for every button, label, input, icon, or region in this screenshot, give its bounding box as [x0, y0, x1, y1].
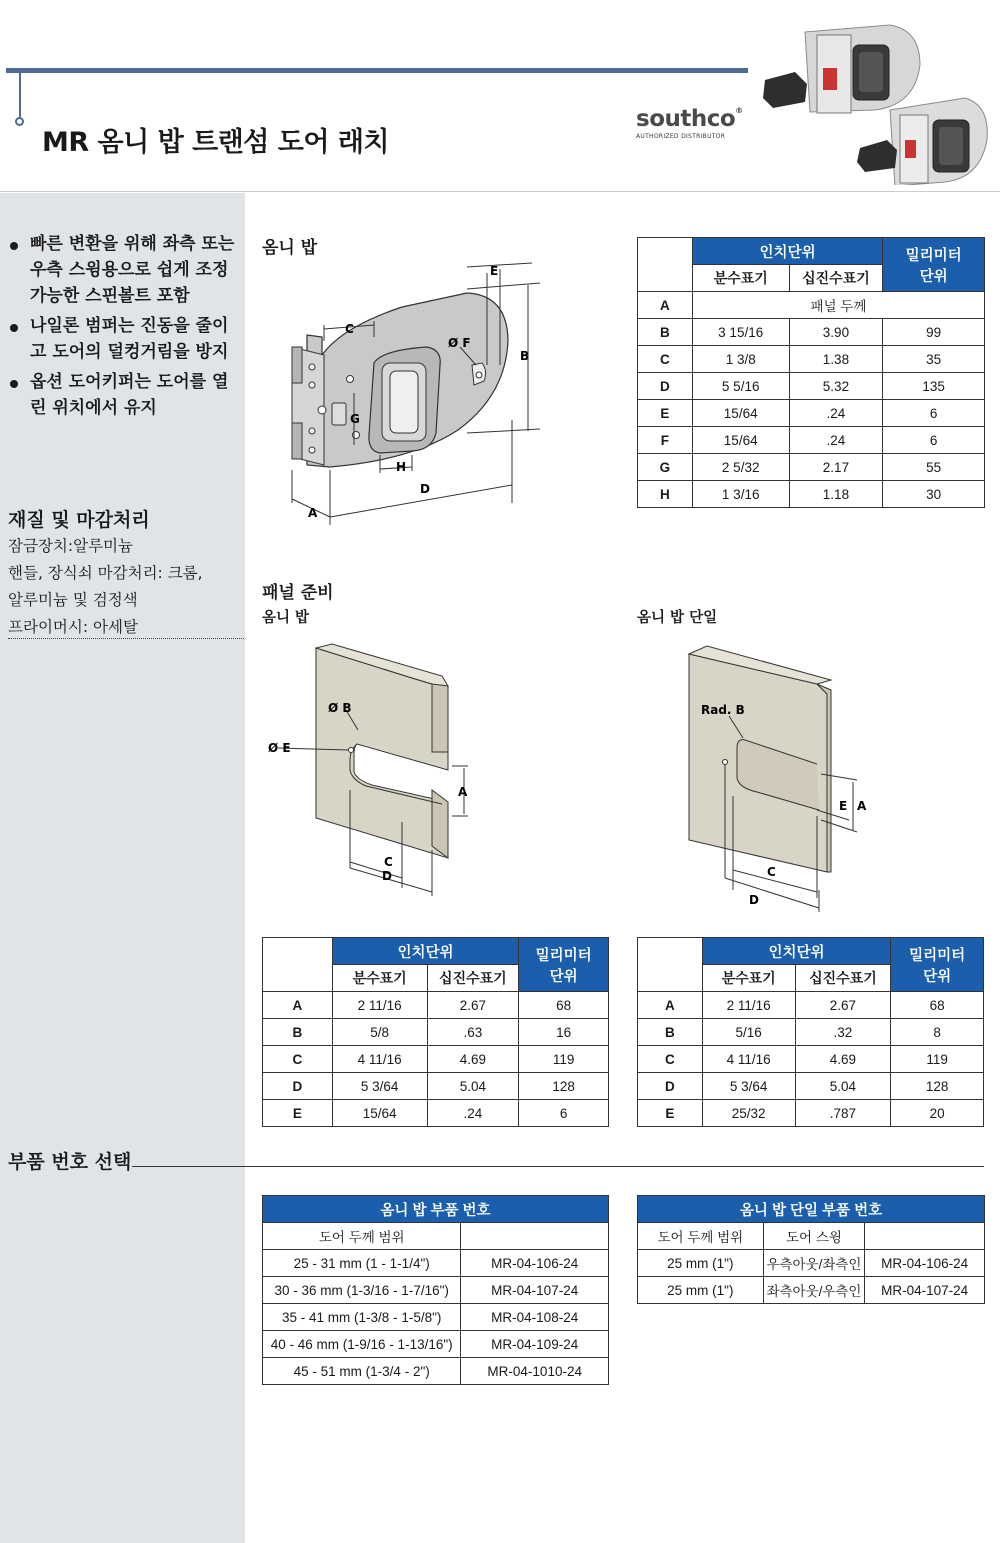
dimensions-table-panel-single	[637, 937, 984, 1127]
materials-heading: 재질 및 마감처리	[8, 509, 150, 531]
dim-label-b: B	[520, 349, 530, 363]
section-part-select: 부품 번호 선택	[8, 1151, 132, 1173]
table-row: B 3 15/16 3.90 99	[638, 319, 985, 346]
col-inch: 인치단위	[692, 238, 882, 265]
materials-line: 알루미늄 및 검정색	[8, 591, 138, 609]
table-row: E 15/64 .24 6	[638, 400, 985, 427]
part-select-divider	[132, 1166, 984, 1167]
subsection-omni-bob-single: 옴니 밥 단일	[637, 610, 718, 626]
single-label-d: D	[749, 893, 759, 907]
panel-label-c: C	[384, 855, 393, 869]
col-inch: 인치단위	[702, 938, 890, 965]
feature-item: 옵션 도어키퍼는 도어를 열린 위치에서 유지	[8, 369, 242, 421]
table-row: H 1 3/16 1.18 30	[638, 481, 985, 508]
subsection-omni-bob: 옴니 밥	[262, 610, 310, 626]
logo-subtitle: AUTHORIZED DISTRIBUTOR	[636, 133, 726, 140]
section-omni-bob: 옴니 밥	[262, 238, 318, 258]
sidebar	[0, 193, 245, 1543]
single-label-e: E	[839, 799, 848, 813]
dim-label-e: E	[490, 264, 499, 278]
table-row: 45 - 51 mm (1-3/4 - 2") MR-04-1010-24	[263, 1358, 609, 1385]
panel-label-b: Ø B	[328, 701, 352, 715]
table-row: 30 - 36 mm (1-3/16 - 1-7/16") MR-04-107-24	[263, 1277, 609, 1304]
table-row: E 25/32 .787 20	[638, 1100, 984, 1127]
col-decimal: 십진수표기	[789, 265, 883, 292]
col-fraction: 분수표기	[702, 965, 795, 992]
single-label-a: A	[857, 799, 867, 813]
parts-table-omni	[262, 1195, 609, 1385]
table-row: B 5/16 .32 8	[638, 1019, 984, 1046]
dim-label-h: H	[396, 460, 407, 474]
table-row: E 15/64 .24 6	[263, 1100, 609, 1127]
col-mm: 밀리미터 단위	[519, 938, 609, 992]
dim-label-a: A	[308, 506, 318, 520]
col-fraction: 분수표기	[692, 265, 789, 292]
header-rule-drop	[19, 73, 21, 119]
table-row: 35 - 41 mm (1-3/8 - 1-5/8") MR-04-108-24	[263, 1304, 609, 1331]
col-mm: 밀리미터 단위	[883, 238, 985, 292]
table-row: D 5 3/64 5.04 128	[638, 1073, 984, 1100]
col-swing: 도어 스윙	[763, 1223, 865, 1250]
header-rule-dot	[15, 117, 24, 126]
col-mm: 밀리미터 단위	[891, 938, 984, 992]
dim-label-d: D	[420, 482, 430, 496]
feature-list	[8, 231, 242, 425]
page-title: MR 옴니 밥 트랜섬 도어 래치	[42, 127, 389, 158]
table-row: D 5 3/64 5.04 128	[263, 1073, 609, 1100]
table-row: A 2 11/16 2.67 68	[638, 992, 984, 1019]
col-range: 도어 두께 범위	[638, 1223, 764, 1250]
col-decimal: 십진수표기	[795, 965, 891, 992]
col-inch: 인치단위	[332, 938, 518, 965]
single-label-c: C	[767, 865, 776, 879]
feature-item: 나일론 범퍼는 진동을 줄이고 도어의 덜컹거림을 방지	[8, 313, 242, 365]
materials-list	[8, 533, 244, 641]
table-row: 25 - 31 mm (1 - 1-1/4") MR-04-106-24	[263, 1250, 609, 1277]
single-label-rad-b: Rad. B	[701, 703, 745, 717]
col-fraction: 분수표기	[332, 965, 427, 992]
parts-omni-title: 옴니 밥 부품 번호	[263, 1196, 609, 1223]
materials-line: 프라이머시: 아세탈	[8, 618, 138, 636]
table-row: 40 - 46 mm (1-9/16 - 1-13/16") MR-04-109-24	[263, 1331, 609, 1358]
materials-line: 잠금장치:알루미늄	[8, 537, 134, 555]
logo-text: southco	[636, 106, 736, 132]
dimensions-table-panel	[262, 937, 609, 1127]
col-range: 도어 두께 범위	[263, 1223, 461, 1250]
header-rule	[6, 68, 748, 73]
southco-logo: southco® AUTHORIZED DISTRIBUTOR	[636, 106, 748, 140]
omni-bob-diagram	[262, 255, 552, 530]
panel-prep-diagram	[262, 640, 492, 910]
table-row: C 4 11/16 4.69 119	[263, 1046, 609, 1073]
feature-item: 빠른 변환을 위해 좌측 또는 우측 스윙용으로 쉽게 조정 가능한 스핀볼트 포함	[8, 231, 242, 309]
table-row: C 4 11/16 4.69 119	[638, 1046, 984, 1073]
table-row: B 5/8 .63 16	[263, 1019, 609, 1046]
dim-label-f: Ø F	[448, 336, 471, 350]
materials-line: 핸들, 장식쇠 마감처리: 크롬,	[8, 564, 203, 582]
dim-label-c: C	[345, 322, 354, 336]
panel-label-a: A	[458, 785, 468, 799]
dim-label-g: G	[350, 412, 360, 426]
dimensions-table-main	[637, 237, 985, 508]
table-row: 25 mm (1") 우측아웃/좌측인 MR-04-106-24	[638, 1250, 985, 1277]
panel-prep-single-diagram	[637, 640, 887, 920]
product-photo	[755, 10, 995, 185]
panel-label-e: Ø E	[268, 741, 291, 755]
table-row: 25 mm (1") 좌측아웃/우측인 MR-04-107-24	[638, 1277, 985, 1304]
page-header	[0, 0, 1000, 192]
materials-divider	[8, 638, 244, 639]
parts-table-omni-single	[637, 1195, 985, 1304]
panel-label-d: D	[382, 869, 392, 883]
table-row: G 2 5/32 2.17 55	[638, 454, 985, 481]
col-decimal: 십진수표기	[427, 965, 519, 992]
parts-single-title: 옴니 밥 단일 부품 번호	[638, 1196, 985, 1223]
table-row: A 2 11/16 2.67 68	[263, 992, 609, 1019]
table-row: D 5 5/16 5.32 135	[638, 373, 985, 400]
table-row: C 1 3/8 1.38 35	[638, 346, 985, 373]
table-row: F 15/64 .24 6	[638, 427, 985, 454]
table-row: A 패널 두께	[638, 292, 985, 319]
section-panel-prep: 패널 준비	[262, 583, 334, 603]
